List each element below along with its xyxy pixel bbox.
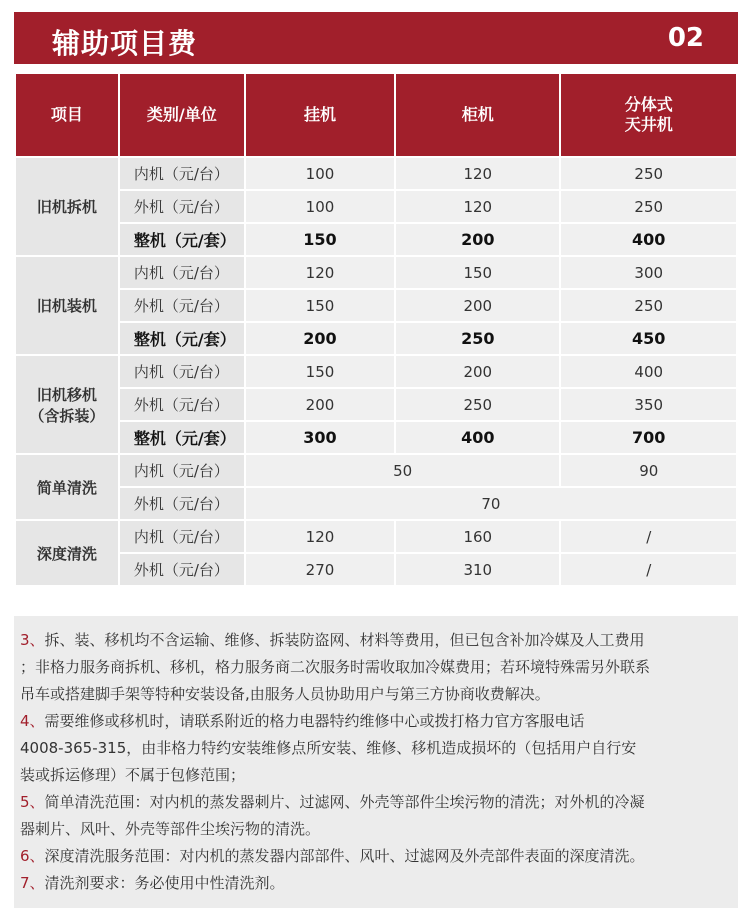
table-row <box>16 257 736 288</box>
note-text: 4008-365-315，由非格力特约安装维修点所安装、维修、移机造成损坏的（包括用户自行安 <box>20 739 637 757</box>
row-group-label: 旧机装机 <box>16 257 118 354</box>
note-text: 清洗剂要求：务必使用中性清洗剂。 <box>44 874 285 892</box>
value-cell: 100 <box>246 158 394 189</box>
value-cell: 100 <box>246 191 394 222</box>
note-text: ；非格力服务商拆机、移机，格力服务商二次服务时需收取加冷媒费用；若环境特殊需另外联系 <box>20 658 651 676</box>
value-cell: 120 <box>396 158 559 189</box>
column-header-split-line2: 天井机 <box>624 115 673 134</box>
note-text: 吊车或搭建脚手架等特种安装设备,由服务人员协助用户与第三方协商收费解决。 <box>20 685 550 703</box>
note-number: 4、 <box>20 712 45 730</box>
table-header-row <box>16 74 736 156</box>
note-text: 简单清洗范围：对内机的蒸发器刺片、过滤网、外壳等部件尘埃污物的清洗；对外机的冷凝 <box>44 793 645 811</box>
value-cell: 120 <box>246 521 394 552</box>
value-cell: 150 <box>246 356 394 387</box>
value-cell: / <box>561 521 736 552</box>
value-cell: 70 <box>246 488 736 519</box>
unit-cell: 外机（元/台） <box>120 290 244 321</box>
row-group-label <box>16 356 118 453</box>
note-line <box>20 871 736 896</box>
value-cell: 310 <box>396 554 559 585</box>
value-cell: 250 <box>396 323 559 354</box>
value-cell: 200 <box>396 224 559 255</box>
note-number: 6、 <box>20 847 45 865</box>
table-row <box>16 323 736 354</box>
column-header-unit: 类别/单位 <box>120 74 244 156</box>
unit-cell: 内机（元/台） <box>120 455 244 486</box>
table-row <box>16 455 736 486</box>
unit-cell: 整机（元/套） <box>120 224 244 255</box>
value-cell: 300 <box>246 422 394 453</box>
table-row <box>16 158 736 189</box>
row-group-label: 旧机拆机 <box>16 158 118 255</box>
section-number: 02 <box>667 23 704 53</box>
notes-panel <box>14 616 738 908</box>
unit-cell: 内机（元/台） <box>120 257 244 288</box>
row-group-label: 深度清洗 <box>16 521 118 585</box>
value-cell: 250 <box>561 191 736 222</box>
value-cell: 90 <box>561 455 736 486</box>
row-group-label: 简单清洗 <box>16 455 118 519</box>
note-line <box>20 817 736 842</box>
table-row <box>16 488 736 519</box>
note-number: 7、 <box>20 874 45 892</box>
table-row <box>16 191 736 222</box>
value-cell: 270 <box>246 554 394 585</box>
unit-cell: 内机（元/台） <box>120 356 244 387</box>
note-line <box>20 628 736 653</box>
header-banner <box>14 12 738 64</box>
note-text: 需要维修或移机时，请联系附近的格力电器特约维修中心或拨打格力官方客服电话 <box>44 712 585 730</box>
table-row <box>16 521 736 552</box>
value-cell: 250 <box>396 389 559 420</box>
column-header-split-line1: 分体式 <box>624 95 673 114</box>
value-cell: 200 <box>396 290 559 321</box>
table-row <box>16 290 736 321</box>
value-cell: 400 <box>561 224 736 255</box>
note-number: 3、 <box>20 631 45 649</box>
value-cell: 700 <box>561 422 736 453</box>
note-text: 器刺片、风叶、外壳等部件尘埃污物的清洗。 <box>20 820 321 838</box>
note-text: 拆、装、移机均不含运输、维修、拆装防盗网、材料等费用，但已包含补加冷媒及人工费用 <box>44 631 645 649</box>
note-line <box>20 844 736 869</box>
value-cell: 150 <box>246 290 394 321</box>
note-text: 装或拆运修理）不属于包修范围； <box>20 766 246 784</box>
table-row <box>16 224 736 255</box>
table-row <box>16 422 736 453</box>
note-line <box>20 736 736 761</box>
note-line <box>20 655 736 680</box>
row-group-label-line2: （含拆装） <box>29 406 105 425</box>
value-cell: 200 <box>246 389 394 420</box>
value-cell: 450 <box>561 323 736 354</box>
column-header-split-ceiling <box>561 74 736 156</box>
unit-cell: 内机（元/台） <box>120 521 244 552</box>
unit-cell: 整机（元/套） <box>120 323 244 354</box>
value-cell: 200 <box>396 356 559 387</box>
note-line <box>20 682 736 707</box>
unit-cell: 外机（元/台） <box>120 554 244 585</box>
value-cell: 120 <box>396 191 559 222</box>
page-title: 辅助项目费 <box>52 27 198 60</box>
row-group-label-line1: 旧机移机 <box>36 385 97 404</box>
fee-table <box>14 72 738 587</box>
value-cell: 150 <box>246 224 394 255</box>
value-cell: 400 <box>396 422 559 453</box>
value-cell: 250 <box>561 290 736 321</box>
table-row <box>16 389 736 420</box>
column-header-cabinet: 柜机 <box>396 74 559 156</box>
unit-cell: 整机（元/套） <box>120 422 244 453</box>
value-cell: / <box>561 554 736 585</box>
unit-cell: 外机（元/台） <box>120 191 244 222</box>
unit-cell: 外机（元/台） <box>120 389 244 420</box>
value-cell: 150 <box>396 257 559 288</box>
table-row <box>16 554 736 585</box>
column-header-wall: 挂机 <box>246 74 394 156</box>
note-text: 深度清洗服务范围：对内机的蒸发器内部部件、风叶、过滤网及外壳部件表面的深度清洗。 <box>44 847 645 865</box>
note-line <box>20 709 736 734</box>
unit-cell: 外机（元/台） <box>120 488 244 519</box>
value-cell: 160 <box>396 521 559 552</box>
value-cell: 250 <box>561 158 736 189</box>
column-header-item: 项目 <box>16 74 118 156</box>
unit-cell: 内机（元/台） <box>120 158 244 189</box>
value-cell: 350 <box>561 389 736 420</box>
value-cell: 50 <box>246 455 560 486</box>
note-line <box>20 790 736 815</box>
value-cell: 400 <box>561 356 736 387</box>
note-line <box>20 763 736 788</box>
value-cell: 300 <box>561 257 736 288</box>
value-cell: 120 <box>246 257 394 288</box>
note-number: 5、 <box>20 793 45 811</box>
value-cell: 200 <box>246 323 394 354</box>
table-row <box>16 356 736 387</box>
